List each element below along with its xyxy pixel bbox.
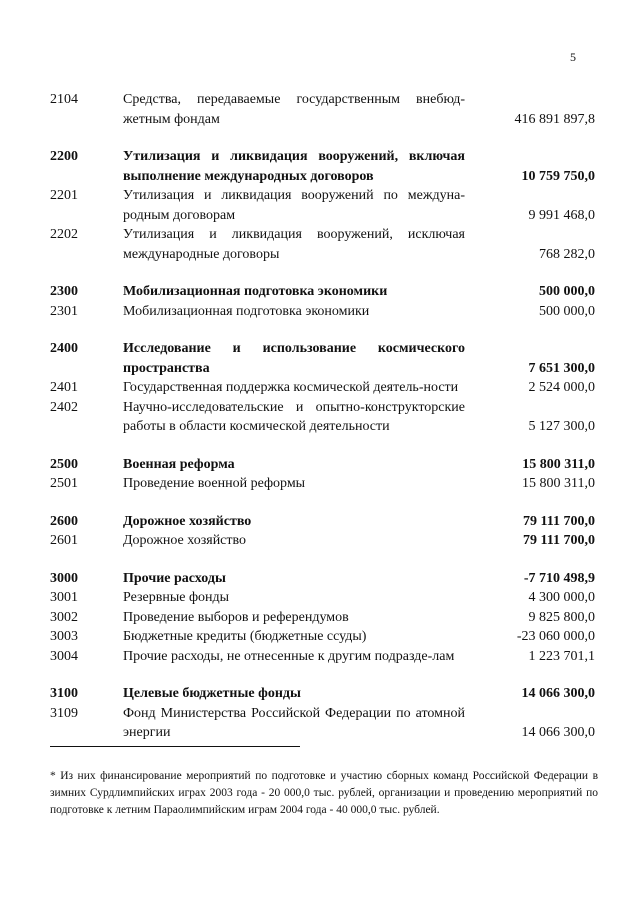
budget-item-row (50, 398, 595, 437)
budget-amount: 2 524 000,0 (528, 380, 595, 395)
budget-amount: 500 000,0 (539, 284, 595, 299)
budget-amount: 416 891 897,8 (514, 111, 595, 127)
budget-amount: 14 066 300,0 (521, 725, 595, 740)
budget-item-row (50, 531, 595, 551)
budget-code: 2400 (50, 341, 78, 356)
budget-amount: 9 991 468,0 (528, 207, 595, 223)
budget-description: Прочие расходы (123, 570, 226, 586)
budget-description: Научно-исследовательские и опытно-конструкторские работы в области космической деятельности (123, 399, 465, 434)
budget-item-row (50, 378, 595, 398)
budget-code: 2104 (50, 92, 78, 107)
footnote: * Из них финансирование мероприятий по подготовке и участию сборных команд Российской Федерации в зимних Сурдлимпийских играх 2003 года - 20 000,0 тыс. рублей, организации и проведению мероприятий по подготовке к летним Параолимпийским играм 2004 года - 40 000,0 тыс. рублей. (50, 770, 598, 816)
budget-amount: 1 223 701,1 (528, 648, 595, 664)
budget-code: 2300 (50, 284, 78, 299)
budget-description: Проведение военной реформы (123, 476, 306, 491)
budget-description: Исследование и использование космического пространства (123, 341, 465, 376)
budget-section-row (50, 684, 595, 704)
budget-item-row (50, 608, 595, 628)
budget-code: 3000 (50, 570, 78, 586)
budget-code: 2600 (50, 513, 78, 529)
budget-description: Утилизация и ликвидация вооружений по междуна-родным договорам (123, 188, 465, 223)
budget-amount: 500 000,0 (539, 303, 595, 319)
budget-section-row (50, 339, 595, 378)
page-number: 5 (570, 50, 576, 64)
budget-amount: 15 800 311,0 (522, 476, 595, 491)
budget-item-row (50, 704, 595, 743)
budget-amount: 768 282,0 (539, 246, 595, 262)
budget-section-row (50, 455, 595, 475)
budget-item-row (50, 186, 595, 225)
budget-code: 3004 (50, 648, 78, 664)
budget-code: 2501 (50, 476, 78, 491)
budget-amount: 10 759 750,0 (521, 168, 595, 184)
budget-code: 2202 (50, 227, 78, 242)
budget-amount: 7 651 300,0 (528, 360, 595, 376)
budget-item-row (50, 302, 595, 322)
budget-amount: 79 111 700,0 (523, 513, 595, 529)
budget-description: Дорожное хозяйство (123, 533, 247, 548)
budget-description: Государственная поддержка космической деятель-ности (123, 380, 459, 395)
budget-description: Мобилизационная подготовка экономики (123, 303, 370, 319)
budget-amount: 5 127 300,0 (528, 419, 595, 434)
budget-section-row (50, 512, 595, 532)
budget-amount: 9 825 800,0 (528, 609, 595, 625)
footnote-divider (50, 746, 300, 747)
budget-amount: 79 111 700,0 (523, 533, 595, 548)
budget-code: 2201 (50, 188, 78, 203)
budget-code: 3100 (50, 686, 78, 701)
budget-code: 2500 (50, 456, 78, 472)
budget-amount: 4 300 000,0 (528, 590, 595, 605)
budget-table (50, 90, 595, 743)
budget-code: 3001 (50, 590, 78, 605)
budget-item-row (50, 225, 595, 264)
budget-description: Фонд Министерства Российской Федерации по атомной энергии (123, 705, 465, 740)
budget-description: Утилизация и ликвидация вооружений, включая выполнение международных договоров (123, 149, 465, 184)
budget-description: Средства, передаваемые государственным внебюд-жетным фондам (123, 92, 465, 127)
budget-item-row (50, 588, 595, 608)
budget-description: Военная реформа (123, 456, 235, 472)
budget-description: Целевые бюджетные фонды (123, 686, 301, 701)
budget-description: Мобилизационная подготовка экономики (123, 284, 388, 299)
budget-description: Проведение выборов и референдумов (123, 609, 349, 625)
budget-code: 2402 (50, 399, 78, 415)
budget-amount: -23 060 000,0 (516, 629, 595, 644)
budget-code: 2301 (50, 303, 78, 319)
budget-item-row (50, 627, 595, 647)
budget-amount: 14 066 300,0 (521, 686, 595, 701)
budget-description: Бюджетные кредиты (бюджетные ссуды) (123, 629, 367, 644)
budget-amount: -7 710 498,9 (523, 570, 595, 586)
budget-section-row (50, 282, 595, 302)
budget-item-row (50, 474, 595, 494)
budget-code: 3109 (50, 705, 78, 721)
budget-amount: 15 800 311,0 (522, 456, 595, 472)
budget-description: Прочие расходы, не отнесенные к другим подразде-лам (123, 648, 455, 664)
budget-description: Дорожное хозяйство (123, 513, 252, 529)
budget-section-row (50, 569, 595, 589)
budget-section-row (50, 147, 595, 186)
budget-description: Резервные фонды (123, 590, 230, 605)
budget-code: 3003 (50, 629, 78, 644)
budget-code: 2200 (50, 149, 78, 164)
budget-code: 2401 (50, 380, 78, 395)
budget-item-row (50, 90, 595, 129)
budget-code: 3002 (50, 609, 78, 625)
budget-description: Утилизация и ликвидация вооружений, исключая международные договоры (123, 227, 465, 262)
budget-code: 2601 (50, 533, 78, 548)
budget-item-row (50, 647, 595, 667)
